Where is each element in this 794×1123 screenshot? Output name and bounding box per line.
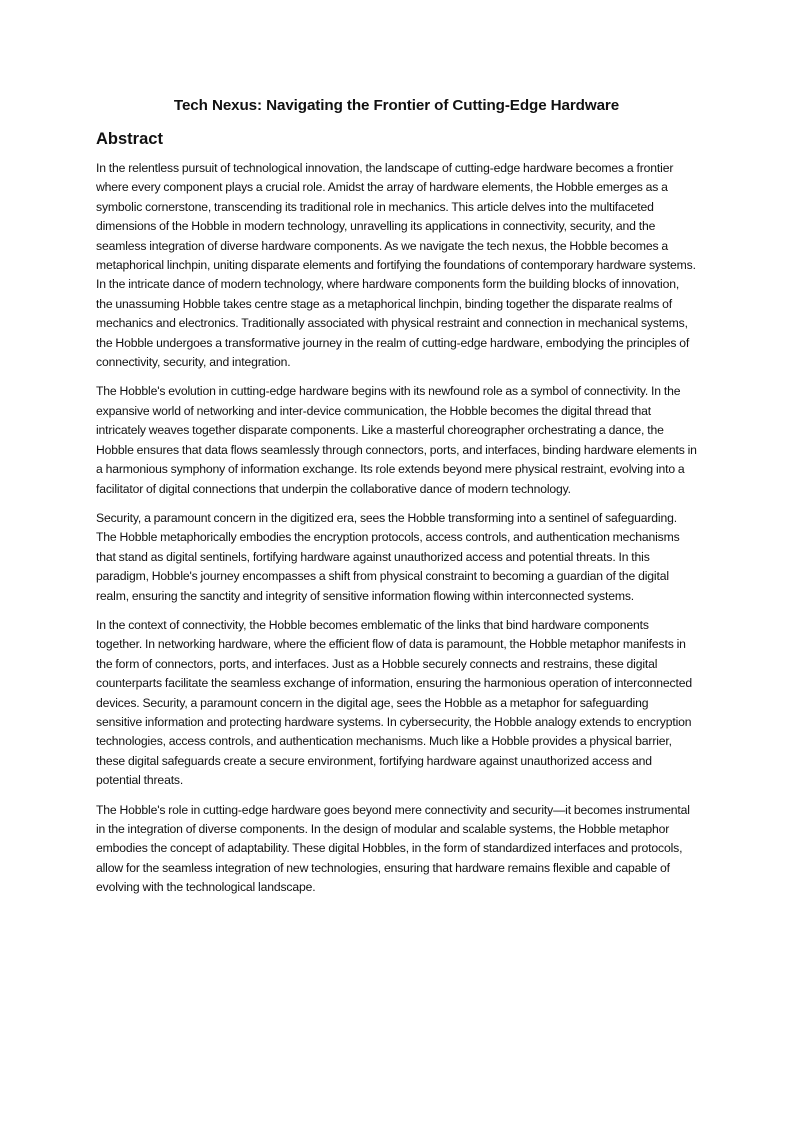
paragraph-1: In the relentless pursuit of technological innovation, the landscape of cutting-edge hardware becomes a frontier where every component plays a crucial role. Amidst the array of hardware elements, the Hobble emerges as a symbolic cornerstone, transcending its traditional role in mechanics. This article delves into the multifaceted dimensions of the Hobble in modern technology, unravelling its applications in connectivity, security, and the seamless integration of diverse hardware components. As we navigate the tech nexus, the Hobble becomes a metaphorical linchpin, uniting disparate elements and fortifying the foundations of contemporary hardware systems. In the intricate dance of modern technology, where hardware components form the building blocks of innovation, the unassuming Hobble takes centre stage as a metaphorical linchpin, binding together the disparate realms of mechanics and electronics. Traditionally associated with physical restraint and connection in mechanical systems, the Hobble undergoes a transformative journey in the realm of cutting-edge hardware, embodying the principles of connectivity, security, and integration. — [96, 161, 696, 370]
document-page — [96, 96, 697, 908]
paragraph-3: Security, a paramount concern in the digitized era, sees the Hobble transforming into a sentinel of safeguarding. The Hobble metaphorically embodies the encryption protocols, access controls, and authentication mechanisms that stand as digital sentinels, fortifying hardware against unauthorized access and potential threats. In this paradigm, Hobble's journey encompasses a shift from physical constraint to becoming a guardian of the digital realm, ensuring the sanctity and integrity of sensitive information flowing within interconnected systems. — [96, 510, 680, 603]
abstract-heading: Abstract — [96, 130, 163, 148]
paragraph-2: The Hobble's evolution in cutting-edge hardware begins with its newfound role as a symbol of connectivity. In the expansive world of networking and inter-device communication, the Hobble becomes the digital thread that intricately weaves together disparate components. Like a masterful choreographer orchestrating a dance, the Hobble ensures that data flows seamlessly through connectors, ports, and interfaces, binding hardware elements in a harmonious symphony of information exchange. Its role extends beyond mere physical restraint, evolving into a facilitator of digital connections that underpin the collaborative dance of modern technology. — [96, 384, 697, 496]
paragraph-5: The Hobble's role in cutting-edge hardware goes beyond mere connectivity and security—it becomes instrumental in the integration of diverse components. In the design of modular and scalable systems, the Hobble metaphor embodies the concept of adaptability. These digital Hobbles, in the form of standardized interfaces and protocols, allow for the seamless integration of new technologies, ensuring that hardware remains flexible and capable of evolving with the technological landscape. — [96, 802, 690, 895]
paragraph-4: In the context of connectivity, the Hobble becomes emblematic of the links that bind hardware components together. In networking hardware, where the efficient flow of data is paramount, the Hobble metaphor manifests in the form of connectors, ports, and interfaces. Just as a Hobble securely connects and restrains, these digital counterparts facilitate the seamless exchange of information, ensuring the harmonious operation of interconnected devices. Security, a paramount concern in the digital age, sees the Hobble as a metaphor for safeguarding sensitive information and protecting hardware systems. In cybersecurity, the Hobble analogy extends to encryption technologies, access controls, and authentication mechanisms. Much like a Hobble provides a physical barrier, these digital safeguards create a secure environment, fortifying hardware against unauthorized access and potential threats. — [96, 617, 692, 788]
document-title: Tech Nexus: Navigating the Frontier of Cutting-Edge Hardware — [173, 97, 620, 114]
